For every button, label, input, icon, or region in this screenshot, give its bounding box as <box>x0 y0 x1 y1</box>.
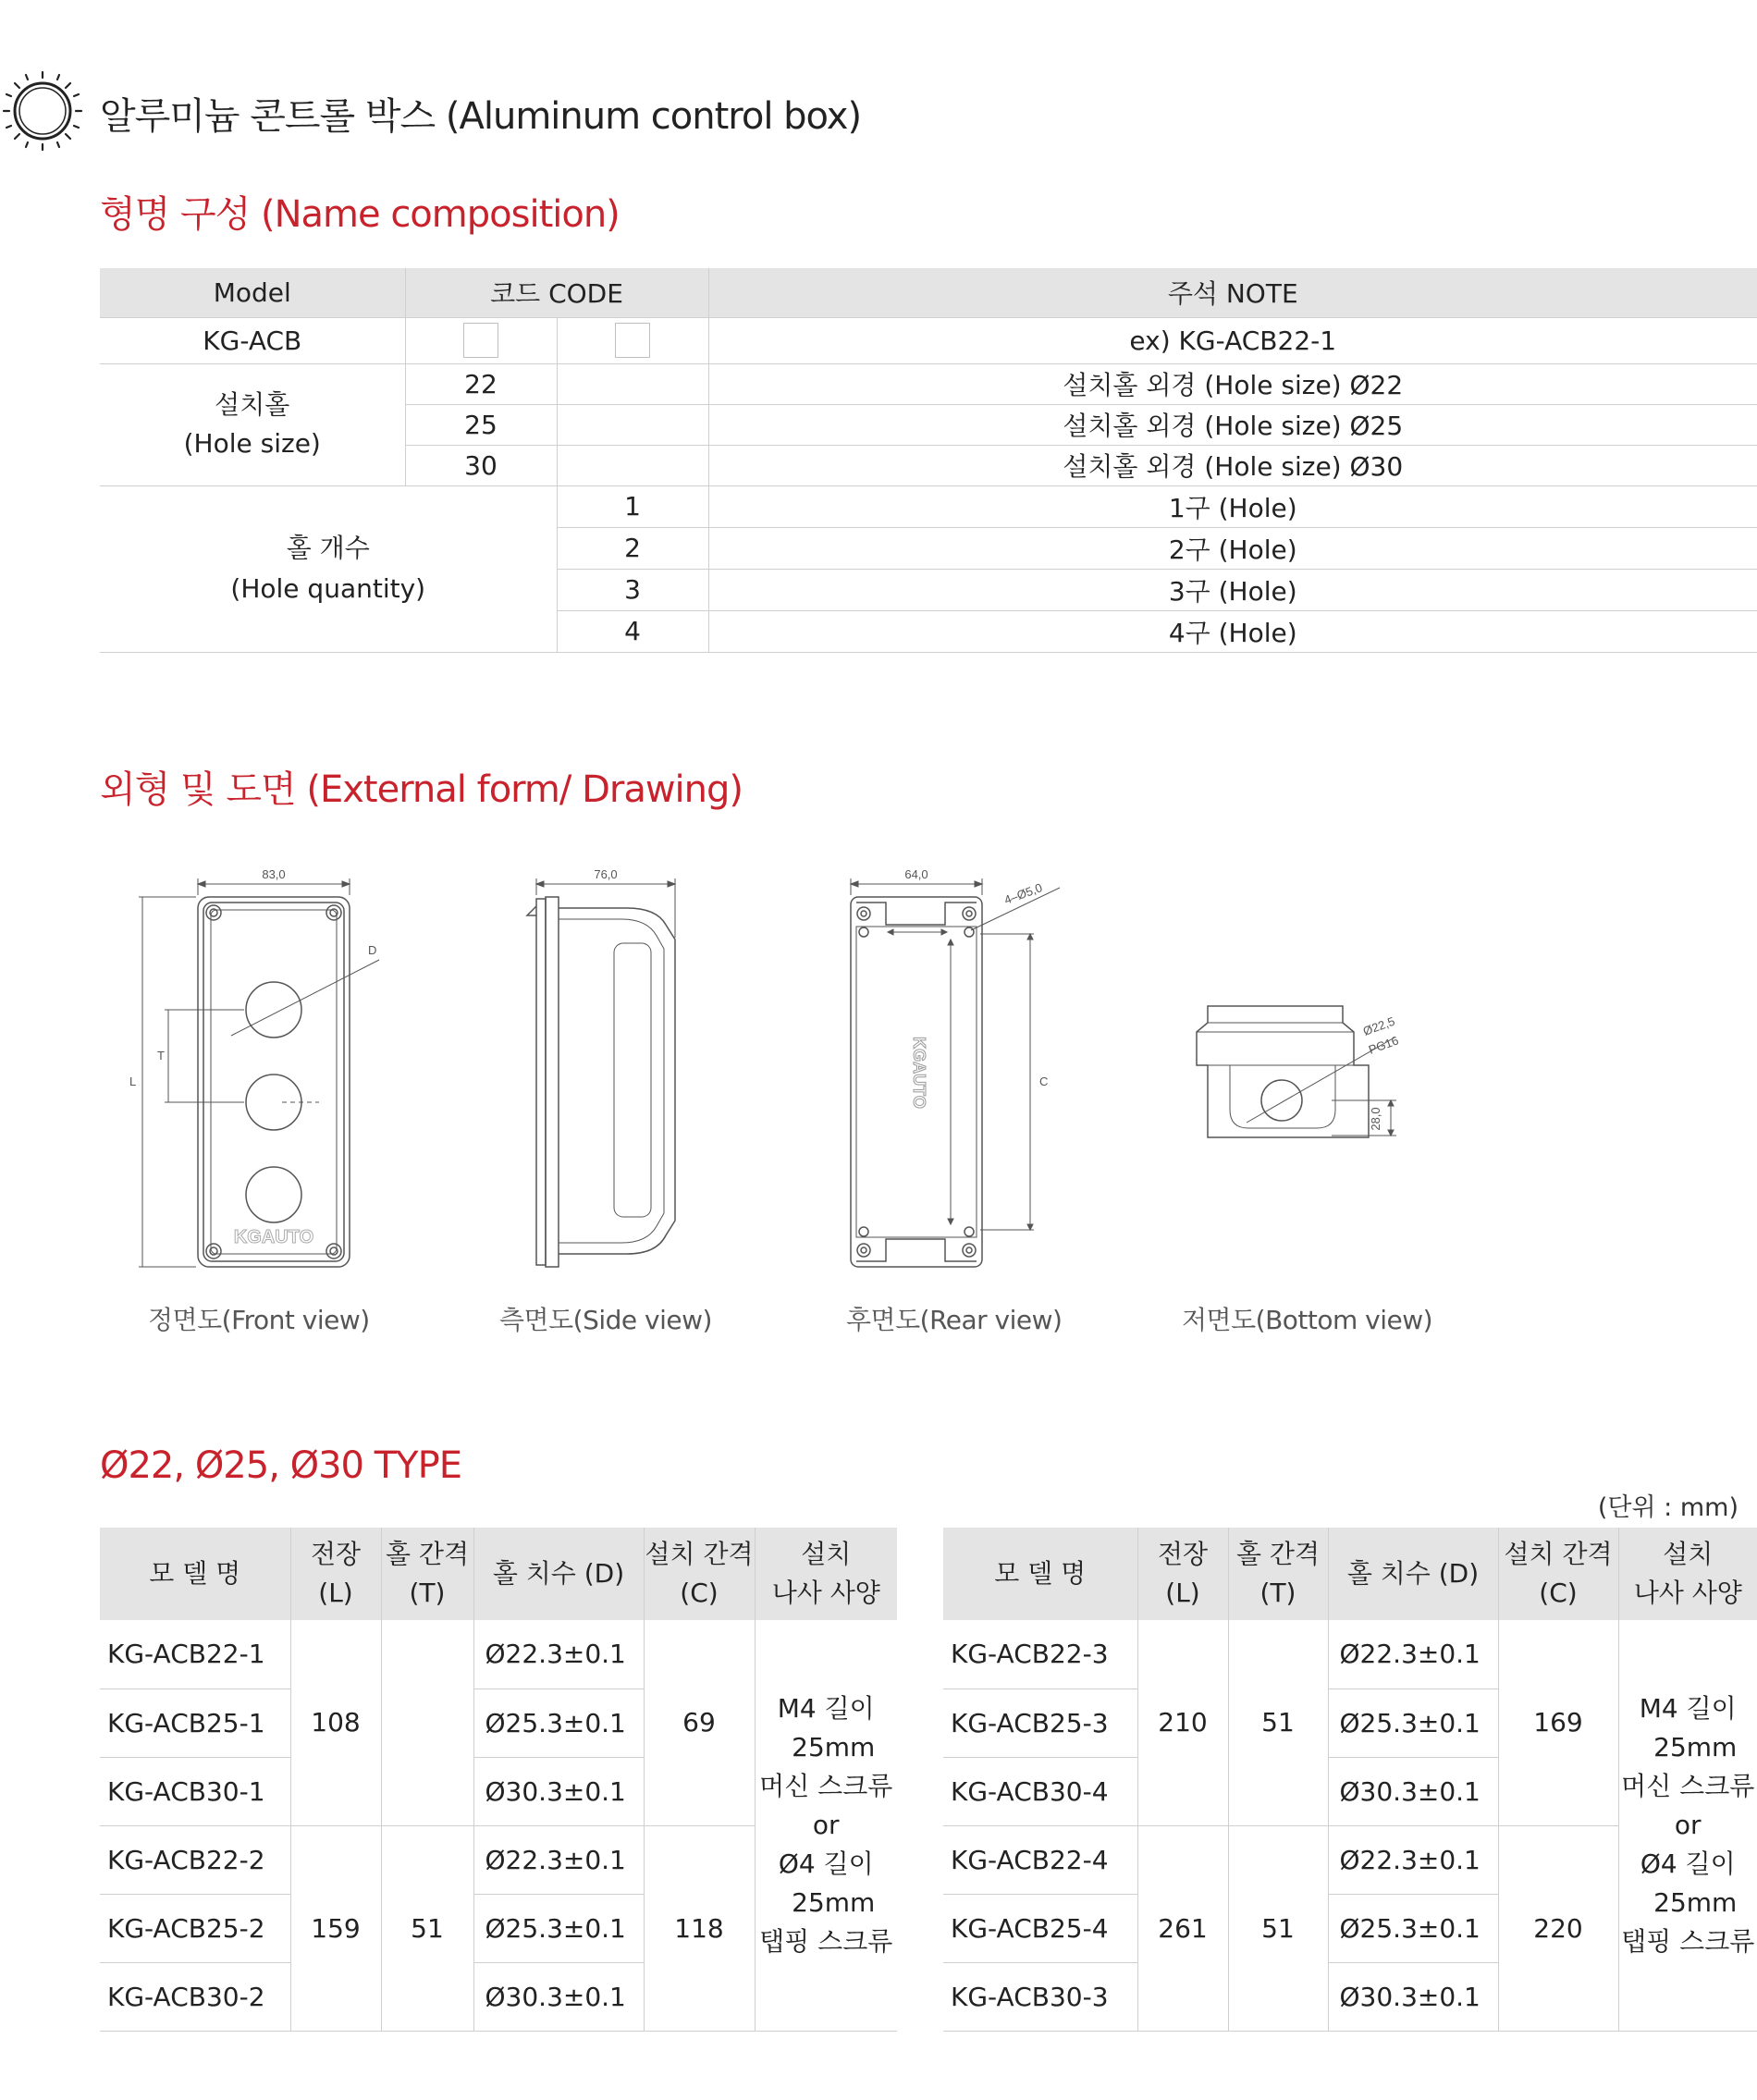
spec-table-right <box>943 1528 1757 2032</box>
table-row: KG-ACB22-4 261 51 Ø22.3±0.1 220 <box>943 1825 1757 1894</box>
qty-note: 1구 (Hole) <box>708 485 1757 527</box>
header-hole-dim: 홀 치수 (D) <box>473 1528 644 1620</box>
drawing-area <box>0 832 1757 1350</box>
size-note: 설치홀 외경 (Hole size) Ø25 <box>708 404 1757 445</box>
size-code: 30 <box>405 445 557 485</box>
front-l-dim: L <box>129 1075 137 1088</box>
bottom-thread: PG16 <box>1366 1033 1401 1057</box>
section-title-name-composition: 형명 구성 (Name composition) <box>100 193 620 236</box>
hole-size-label: 설치홀 (Hole size) <box>100 363 405 485</box>
length-cell: 159 <box>290 1825 381 2031</box>
header-screw-spec: 설치 나사 사양 <box>755 1528 897 1620</box>
front-logo: KGAUTO <box>233 1227 314 1247</box>
table-row: KG-ACB25-1 Ø25.3±0.1 <box>100 1689 897 1757</box>
front-t-dim: T <box>157 1049 165 1062</box>
code-slot-size <box>405 317 557 363</box>
table-row: KG-ACB30-2 Ø30.3±0.1 <box>100 1962 897 2031</box>
spacing-cell <box>381 1620 473 1825</box>
code-box <box>463 323 498 358</box>
table-row: KG-ACB30-3 Ø30.3±0.1 <box>943 1962 1757 2031</box>
table-row: KG-ACB30-1 Ø30.3±0.1 <box>100 1757 897 1825</box>
spacing-cell: 51 <box>381 1825 473 2031</box>
hole-qty-label: 홀 개수 (Hole quantity) <box>100 485 557 652</box>
header-hole-spacing: 홀 간격 (T) <box>1228 1528 1328 1620</box>
bottom-height-dim: 28,0 <box>1369 1107 1382 1131</box>
table-row: KG-ACB22-2 159 51 Ø22.3±0.1 118 <box>100 1825 897 1894</box>
mount-cell: 169 <box>1498 1620 1618 1825</box>
section-title-external-form: 외형 및 도면 (External form/ Drawing) <box>100 768 743 811</box>
empty-cell <box>557 363 708 404</box>
header-hole-dim: 홀 치수 (D) <box>1328 1528 1498 1620</box>
table-row: KG-ACB25-2 Ø25.3±0.1 <box>100 1894 897 1962</box>
front-width-dim: 83,0 <box>262 867 286 881</box>
front-view-label: 정면도(Front view) <box>148 1305 370 1335</box>
qty-code: 1 <box>557 485 708 527</box>
code-box <box>615 323 650 358</box>
qty-note: 2구 (Hole) <box>708 527 1757 569</box>
header-model-name: 모 델 명 <box>943 1528 1137 1620</box>
empty-cell <box>557 404 708 445</box>
header-length: 전장 (L) <box>1137 1528 1228 1620</box>
qty-note: 4구 (Hole) <box>708 610 1757 652</box>
section-title-type: Ø22, Ø25, Ø30 TYPE <box>100 1444 461 1487</box>
table-row: KG-ACB25-3 Ø25.3±0.1 <box>943 1689 1757 1757</box>
rear-view-drawing <box>832 851 1073 1258</box>
length-cell: 210 <box>1137 1620 1228 1825</box>
table-row: KG-ACB22-3 210 51 Ø22.3±0.1 169 M4 길이 25mm 머신 스크류 or Ø4 길이 25mm 탭핑 스크류 <box>943 1620 1757 1689</box>
bottom-view-label: 저면도(Bottom view) <box>1182 1305 1433 1335</box>
code-slot-qty <box>557 317 708 363</box>
header-screw-spec: 설치 나사 사양 <box>1618 1528 1757 1620</box>
table-row: KG-ACB30-4 Ø30.3±0.1 <box>943 1757 1757 1825</box>
model-name: KG-ACB <box>100 317 405 363</box>
header-code: 코드 CODE <box>405 268 708 317</box>
front-view-drawing <box>120 851 398 1258</box>
spec-table-left <box>100 1528 897 2032</box>
qty-note: 3구 (Hole) <box>708 569 1757 610</box>
rear-hole-dim: 4–Ø5,0 <box>1001 880 1045 907</box>
spacing-cell: 51 <box>1228 1825 1328 2031</box>
length-cell: 261 <box>1137 1825 1228 2031</box>
size-note: 설치홀 외경 (Hole size) Ø30 <box>708 445 1757 485</box>
screw-spec-cell: M4 길이 25mm 머신 스크류 or Ø4 길이 25mm 탭핑 스크류 <box>1618 1620 1757 2031</box>
qty-code: 2 <box>557 527 708 569</box>
table-row: KG-ACB25-4 Ø25.3±0.1 <box>943 1894 1757 1962</box>
side-view-label: 측면도(Side view) <box>499 1305 712 1335</box>
qty-code: 3 <box>557 569 708 610</box>
header-length: 전장 (L) <box>290 1528 381 1620</box>
mount-cell: 220 <box>1498 1825 1618 2031</box>
size-code: 25 <box>405 404 557 445</box>
bottom-view-drawing <box>1193 999 1433 1147</box>
size-note: 설치홀 외경 (Hole size) Ø22 <box>708 363 1757 404</box>
table-row: KG-ACB22-1 108 Ø22.3±0.1 69 M4 길이 25mm 머신 스크류 or Ø4 길이 25mm 탭핑 스크류 <box>100 1620 897 1689</box>
bottom-hole-dim: Ø22,5 <box>1360 1013 1397 1038</box>
rear-logo: KGAUTO <box>910 1037 928 1109</box>
mount-cell: 118 <box>644 1825 755 2031</box>
header-mount-spacing: 설치 간격 (C) <box>1498 1528 1618 1620</box>
page-title: 알루미늄 콘트롤 박스 (Aluminum control box) <box>100 95 862 138</box>
unit-note: (단위 : mm) <box>1597 1493 1739 1522</box>
main-header <box>0 67 1757 159</box>
mount-cell: 69 <box>644 1620 755 1825</box>
header-model: Model <box>100 268 405 317</box>
name-composition-table <box>100 268 1757 653</box>
qty-code: 4 <box>557 610 708 652</box>
rear-view-label: 후면도(Rear view) <box>846 1305 1063 1335</box>
size-code: 22 <box>405 363 557 404</box>
header-mount-spacing: 설치 간격 (C) <box>644 1528 755 1620</box>
header-model-name: 모 델 명 <box>100 1528 290 1620</box>
header-hole-spacing: 홀 간격 (T) <box>381 1528 473 1620</box>
empty-cell <box>557 445 708 485</box>
rear-width-dim: 64,0 <box>904 867 928 881</box>
example-note: ex) KG-ACB22-1 <box>708 317 1757 363</box>
screw-spec-cell: M4 길이 25mm 머신 스크류 or Ø4 길이 25mm 탭핑 스크류 <box>755 1620 897 2031</box>
side-view-drawing <box>518 851 703 1258</box>
spacing-cell: 51 <box>1228 1620 1328 1825</box>
side-width-dim: 76,0 <box>594 867 618 881</box>
header-note: 주석 NOTE <box>708 268 1757 317</box>
length-cell: 108 <box>290 1620 381 1825</box>
sun-logo-icon <box>0 68 85 154</box>
front-d-dim: D <box>368 943 377 957</box>
rear-c-dim: C <box>1039 1075 1049 1088</box>
